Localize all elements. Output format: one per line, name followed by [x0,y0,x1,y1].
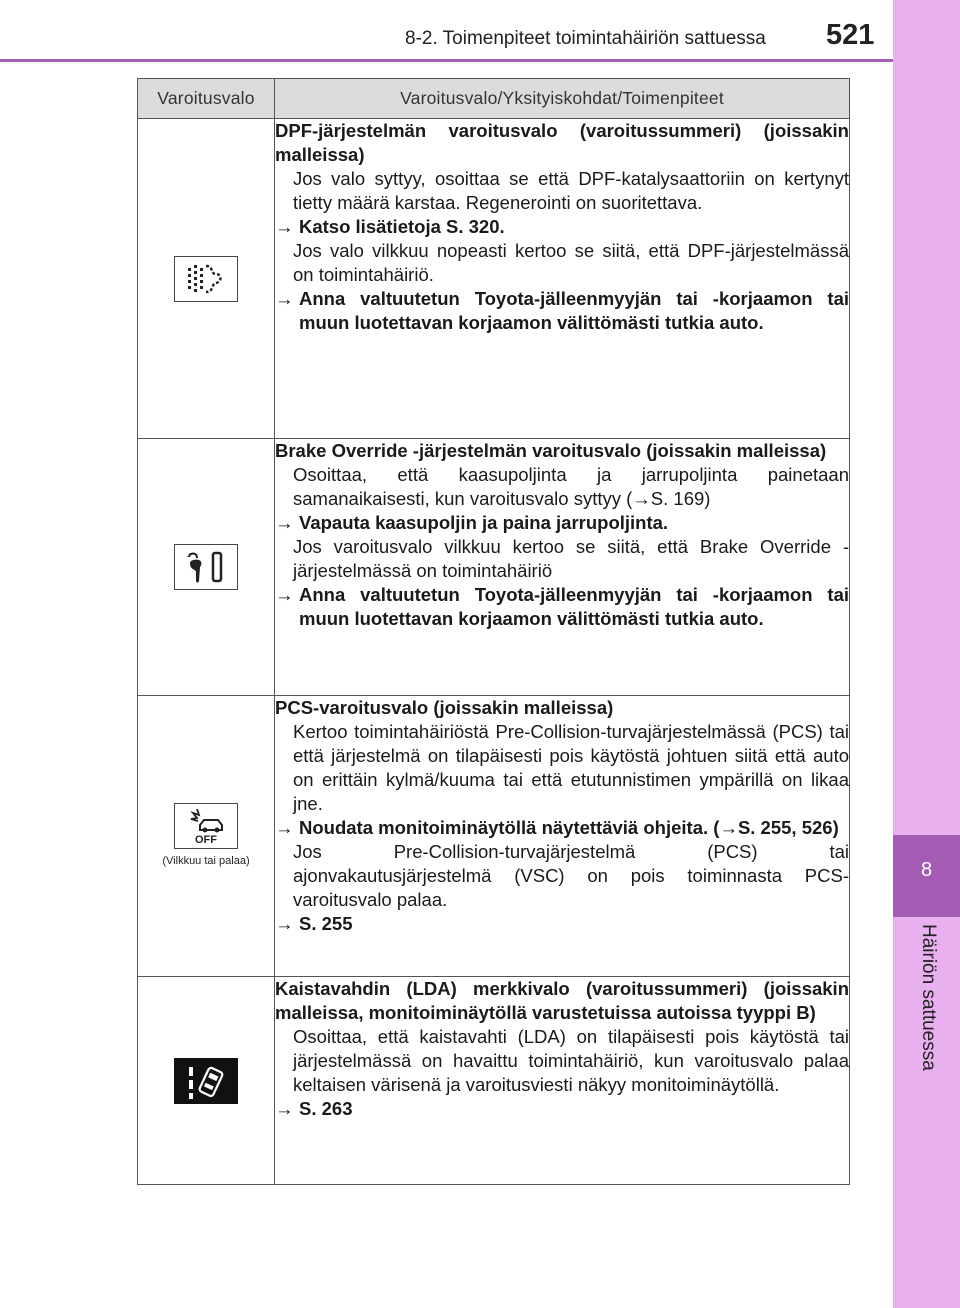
icon-cell [138,119,275,439]
description: Jos Pre-Collision-turvajärjestelmä (PCS) tai ajonvakautusjärjestelmä (VSC) on pois toiminnasta PCS-varoitusvalo palaa. [293,841,849,910]
action-text: Anna valtuutetun Toyota-jälleenmyyjän tai -korjaamon tai muun luotettavan korjaamon välittömästi tutkia auto. [299,584,849,629]
page-number: 521 [826,19,875,51]
action-item [275,287,849,335]
description [275,463,849,511]
column-header-detail: Varoitusvalo/Yksityiskohdat/Toimenpiteet [275,79,850,119]
action-text: Anna valtuutetun Toyota-jälleenmyyjän tai -korjaamon tai muun luotettavan korjaamon välittömästi tutkia auto. [299,288,849,333]
arrow-icon: → [275,216,294,237]
table-row [138,977,850,1185]
text-cell [275,977,850,1185]
warning-title: DPF-järjestelmän varoitusvalo (varoitussummeri) (joissakin malleissa) [275,120,849,165]
warning-title: PCS-varoitusvalo (joissakin malleissa) [275,697,614,718]
table-header-row [138,79,850,119]
arrow-icon: → [275,913,294,934]
lda-indicator-icon [174,1058,238,1104]
pcs-off-label: OFF [194,834,217,846]
icon-cell [138,696,275,977]
text-cell [275,439,850,696]
action-text: Vapauta kaasupoljin ja paina jarrupoljinta. [299,512,669,533]
action-item [275,215,849,239]
icon-caption: (Vilkkuu tai palaa) [162,855,250,867]
header-divider [0,59,893,62]
icon-cell [138,977,275,1185]
warning-title: Brake Override -järjestelmän varoitusvalo (joissakin malleissa) [275,440,827,461]
action-text: S. 263 [299,1098,353,1119]
description-text: Osoittaa, että kaasupoljinta ja jarrupoljinta painetaan samanaikaisesti, kun varoitusvalo syttyy ( [293,464,849,509]
description: Jos valo syttyy, osoittaa se että DPF-katalysaattoriin on kertynyt tietty määrä karstaa. Regenerointi on suoritettava. [293,168,849,213]
column-header-icon: Varoitusvalo [138,79,275,119]
arrow-icon: → [632,488,651,509]
arrow-icon: → [275,512,294,533]
pcs-icon-wrap [162,803,249,867]
arrow-icon: → [275,584,294,605]
table-row [138,696,850,977]
page-reference: S. 169) [650,488,711,509]
arrow-icon: → [275,288,294,309]
text-cell [275,696,850,977]
arrow-icon: → [719,817,738,838]
warning-light-table [137,78,850,1185]
action-text: S. 255 [299,913,353,934]
description: Kertoo toimintahäiriöstä Pre-Collision-turvajärjestelmässä (PCS) tai että järjestelmä on tilapäisesti pois käytöstä johtuen siitä että auto on erittäin kylmä/kuuma tai että etutunnistimen ympärillä on likaa jne. [293,721,849,814]
brake-override-icon [174,544,238,590]
table-row [138,119,850,439]
action-item [275,511,849,535]
chapter-side-tab [893,0,960,1308]
arrow-icon: → [275,817,294,838]
description: Osoittaa, että kaistavahti (LDA) on tilapäisesti pois käytöstä tai järjestelmässä on havaittu toimintahäiriö, kun varoitusvalo palaa keltaisen värisenä ja varoitusviesti näkyy monitoiminäytöllä. [293,1026,849,1095]
arrow-icon: → [275,1098,294,1119]
icon-cell [138,439,275,696]
chapter-number-box [893,835,960,917]
action-item [275,1097,849,1121]
description: Jos valo vilkkuu nopeasti kertoo se siitä, että DPF-järjestelmässä on toimintahäiriö. [293,240,849,285]
action-text: Noudata monitoiminäytöllä näytettäviä ohjeita. ( [299,817,720,838]
description: Jos varoitusvalo vilkkuu kertoo se siitä, että Brake Override -järjestelmässä on toimintahäiriö [293,536,849,581]
section-title: 8-2. Toimenpiteet toimintahäiriön sattuessa [405,28,766,49]
text-cell [275,119,850,439]
warning-title: Kaistavahdin (LDA) merkkivalo (varoitussummeri) (joissakin malleissa, monitoiminäytöllä varustetuissa autoissa tyyppi B) [275,978,849,1023]
pcs-off-icon [174,803,238,849]
table-row [138,439,850,696]
action-text: Katso lisätietoja S. 320. [299,216,505,237]
page-reference: S. 255, 526) [737,817,839,838]
action-item [275,583,849,631]
chapter-label: Häiriön sattuessa [918,924,939,1071]
chapter-number: 8 [920,859,933,881]
action-item [275,912,849,936]
dpf-warning-icon [174,256,238,302]
action-item [275,816,849,840]
